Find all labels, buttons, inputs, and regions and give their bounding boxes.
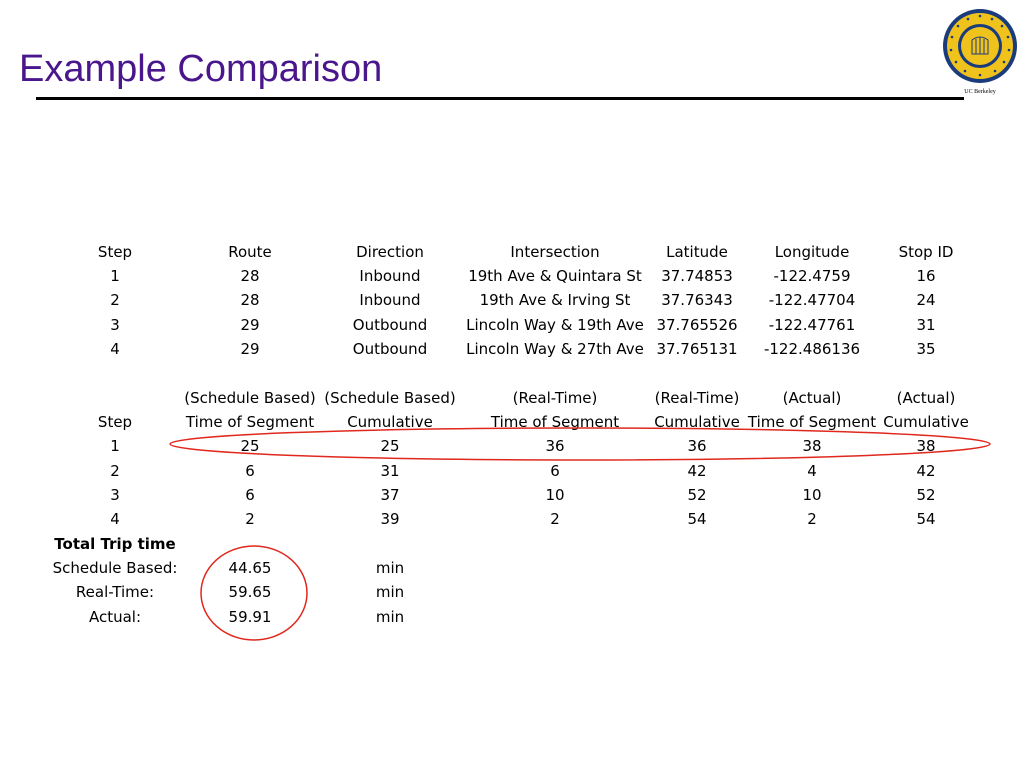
route-table-cell: 37.76343 bbox=[661, 291, 733, 310]
route-table-cell: 37.765526 bbox=[656, 315, 738, 334]
route-table-cell: 29 bbox=[240, 339, 260, 358]
timing-table-cell: 25 bbox=[240, 437, 260, 456]
highlight-ellipse-step1-row bbox=[170, 428, 990, 460]
timing-table-cell: 54 bbox=[916, 510, 936, 528]
timing-table-cell: 3 bbox=[110, 485, 120, 504]
route-table-cell: -122.47704 bbox=[768, 291, 856, 310]
timing-table-cell: 52 bbox=[916, 485, 936, 504]
timing-table-cell: 10 bbox=[545, 485, 565, 504]
route-table-cell: 28 bbox=[240, 267, 260, 286]
timing-table-cell: 52 bbox=[687, 485, 707, 504]
total-label: Schedule Based: bbox=[52, 559, 178, 578]
timing-table-cell: 2 bbox=[807, 510, 817, 528]
route-table-cell: 3 bbox=[110, 315, 120, 334]
timing-table-header-top: (Schedule Based) bbox=[184, 389, 316, 407]
timing-table-cell: 36 bbox=[545, 437, 565, 456]
timing-table-cell: 38 bbox=[916, 437, 936, 456]
route-table-cell: 19th Ave & Irving St bbox=[479, 291, 631, 310]
route-table-cell: Inbound bbox=[359, 291, 421, 310]
timing-table-cell: 4 bbox=[110, 510, 120, 528]
route-table-cell: 16 bbox=[916, 267, 936, 286]
timing-table-cell: 1 bbox=[110, 437, 120, 456]
timing-table-cell: 2 bbox=[245, 510, 255, 528]
timing-table-header-top: (Actual) bbox=[896, 389, 956, 407]
timing-table-cell: 31 bbox=[380, 461, 400, 480]
timing-table-cell: 2 bbox=[110, 461, 120, 480]
route-table-cell: Inbound bbox=[359, 267, 421, 286]
timing-table-header: Time of Segment bbox=[747, 413, 877, 432]
route-table-cell: 24 bbox=[916, 291, 936, 310]
timing-table-cell: 2 bbox=[550, 510, 560, 528]
route-table-cell: 37.765131 bbox=[656, 339, 738, 358]
timing-table-cell: 37 bbox=[380, 485, 400, 504]
route-table-cell: -122.47761 bbox=[768, 315, 856, 334]
timing-table-header: Cumulative bbox=[347, 413, 433, 432]
route-table-cell: -122.4759 bbox=[773, 267, 851, 286]
timing-table-cell: 4 bbox=[807, 461, 817, 480]
timing-table-cell: 42 bbox=[916, 461, 936, 480]
timing-table-header: Cumulative bbox=[654, 413, 740, 432]
slide-title: Example Comparison bbox=[19, 48, 383, 90]
timing-table-cell: 6 bbox=[245, 485, 255, 504]
route-table-header: Latitude bbox=[666, 243, 728, 261]
total-value: 59.65 bbox=[228, 583, 272, 602]
total-trip-time-heading: Total Trip time bbox=[54, 535, 176, 553]
route-table-cell: 37.74853 bbox=[661, 267, 733, 286]
route-table-cell: 29 bbox=[240, 315, 260, 334]
timing-table-header-top: (Real-Time) bbox=[512, 389, 598, 407]
route-table-header: Direction bbox=[356, 243, 424, 261]
route-table-cell: 2 bbox=[110, 291, 120, 310]
timing-table-cell: 38 bbox=[802, 437, 822, 456]
route-table-cell: 28 bbox=[240, 291, 260, 310]
total-value: 44.65 bbox=[228, 559, 272, 578]
timing-table-cell: 54 bbox=[687, 510, 707, 528]
title-underline bbox=[36, 97, 964, 100]
route-table-cell: 35 bbox=[916, 339, 936, 358]
uc-berkeley-seal-logo bbox=[941, 7, 1019, 97]
timing-table-header: Time of Segment bbox=[490, 413, 620, 432]
logo-caption: UC Berkeley bbox=[964, 89, 996, 95]
route-table-cell: Lincoln Way & 27th Ave bbox=[466, 339, 644, 358]
total-value: 59.91 bbox=[228, 607, 272, 626]
route-table-cell: 31 bbox=[916, 315, 936, 334]
route-table-cell: 4 bbox=[110, 339, 120, 358]
timing-table-cell: 25 bbox=[380, 437, 400, 456]
timing-table-header-top: (Actual) bbox=[782, 389, 842, 407]
timing-table-header: Cumulative bbox=[883, 413, 969, 432]
timing-table-cell: 10 bbox=[802, 485, 822, 504]
route-table-cell: Outbound bbox=[352, 339, 428, 358]
total-label: Real-Time: bbox=[75, 583, 155, 602]
timing-table-header-top: (Real-Time) bbox=[654, 389, 740, 407]
route-table-header: Intersection bbox=[510, 243, 600, 261]
route-table-header: Stop ID bbox=[898, 243, 954, 261]
total-unit: min bbox=[375, 583, 405, 602]
route-table-cell: Lincoln Way & 19th Ave bbox=[466, 315, 644, 334]
timing-table-header: Time of Segment bbox=[185, 413, 315, 432]
route-table-header: Step bbox=[97, 243, 133, 261]
timing-table-header-top: (Schedule Based) bbox=[324, 389, 456, 407]
timing-table-cell: 6 bbox=[550, 461, 560, 480]
total-unit: min bbox=[375, 559, 405, 578]
route-table-cell: 1 bbox=[110, 267, 120, 286]
timing-table-cell: 39 bbox=[380, 510, 400, 528]
total-unit: min bbox=[375, 607, 405, 626]
route-table-header: Longitude bbox=[774, 243, 850, 261]
route-table-cell: 19th Ave & Quintara St bbox=[468, 267, 642, 286]
timing-table-header: Step bbox=[97, 413, 133, 432]
route-table-cell: Outbound bbox=[352, 315, 428, 334]
route-table-cell: -122.486136 bbox=[763, 339, 861, 358]
timing-table-cell: 36 bbox=[687, 437, 707, 456]
route-table-header: Route bbox=[228, 243, 272, 261]
timing-table-cell: 6 bbox=[245, 461, 255, 480]
total-label: Actual: bbox=[88, 607, 142, 626]
timing-table-cell: 42 bbox=[687, 461, 707, 480]
